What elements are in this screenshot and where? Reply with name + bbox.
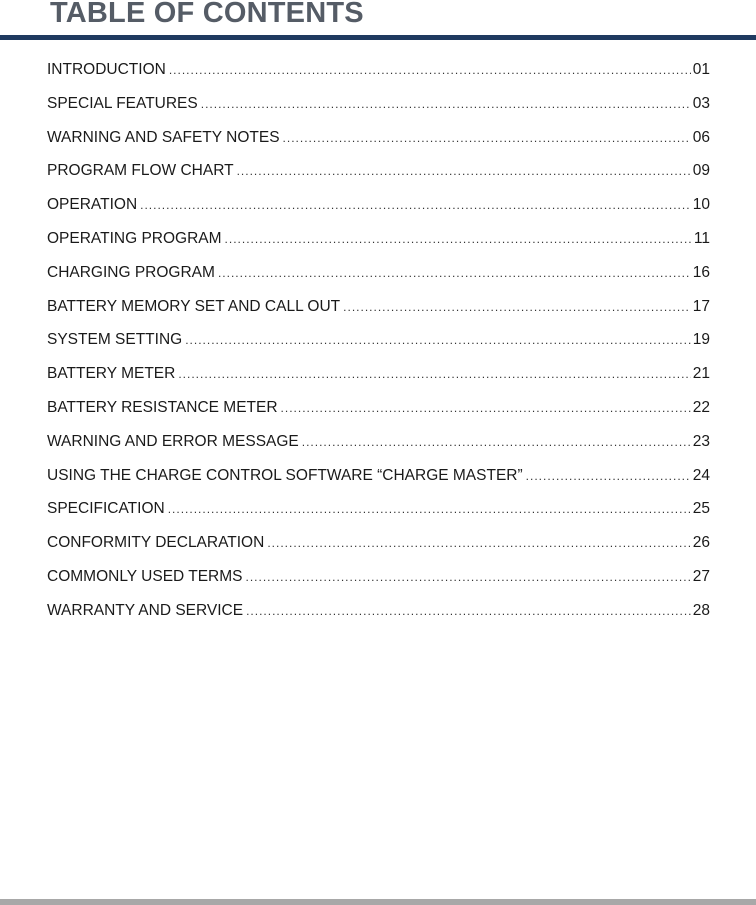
toc-entry-page: 09 [692, 162, 710, 180]
toc-entry-title: WARNING AND ERROR MESSAGE [47, 432, 299, 450]
dot-leader [302, 430, 691, 454]
toc-entry-commonly-used-terms[interactable] [47, 565, 710, 599]
toc-entry-warning-and-error-message[interactable] [47, 430, 710, 464]
toc-entry-title: INTRODUCTION [47, 61, 166, 78]
toc-entry-page: 03 [692, 94, 710, 112]
dot-leader [201, 92, 691, 116]
toc-entry-title: OPERATION [47, 196, 138, 214]
toc-entry-title: SPECIFICATION [47, 500, 165, 518]
toc-entry-program-flow-chart[interactable] [47, 159, 710, 193]
toc-entry-title: CHARGING PROGRAM [47, 263, 215, 281]
toc-entry-specification[interactable] [47, 497, 710, 531]
toc-entry-page: 11 [693, 229, 710, 247]
toc-entry-title: SYSTEM SETTING [47, 331, 183, 349]
toc-entry-page: 01 [692, 61, 710, 78]
dot-leader [218, 261, 691, 285]
dot-leader [169, 58, 691, 82]
dot-leader [178, 362, 690, 386]
dot-leader [225, 227, 692, 251]
toc-entry-title: WARNING AND SAFETY NOTES [47, 128, 280, 146]
toc-entry-title: OPERATING PROGRAM [47, 229, 222, 247]
toc-entry-special-features[interactable] [47, 92, 710, 126]
toc-entry-battery-resistance-meter[interactable] [47, 396, 710, 430]
toc-entry-system-setting[interactable] [47, 328, 710, 362]
toc-entry-title: SPECIAL FEATURES [47, 94, 198, 112]
toc-entry-charging-program[interactable] [47, 261, 710, 295]
footer-divider [0, 899, 756, 905]
toc-entry-page: 17 [692, 297, 710, 315]
dot-leader [140, 193, 691, 217]
toc-entry-battery-meter[interactable] [47, 362, 710, 396]
toc-entry-warning-and-safety-notes[interactable] [47, 126, 710, 160]
toc-entry-title: BATTERY MEMORY SET AND CALL OUT [47, 297, 341, 315]
toc-entry-charge-master-software[interactable] [47, 464, 710, 498]
dot-leader [281, 396, 691, 420]
toc-entry-page: 27 [692, 567, 710, 585]
toc-entry-title: BATTERY METER [47, 365, 176, 383]
toc-entry-title: COMMONLY USED TERMS [47, 567, 243, 585]
toc-entry-battery-memory-set-and-call-out[interactable] [47, 295, 710, 329]
toc-entry-page: 22 [692, 398, 710, 416]
dot-leader [168, 497, 691, 521]
toc-entry-title: BATTERY RESISTANCE METER [47, 398, 278, 416]
dot-leader [343, 295, 691, 319]
toc-entry-title: PROGRAM FLOW CHART [47, 162, 234, 180]
title-divider [0, 35, 756, 40]
dot-leader [237, 159, 691, 183]
toc-entry-title: USING THE CHARGE CONTROL SOFTWARE “CHARGE MASTER” [47, 466, 523, 484]
toc-entry-conformity-declaration[interactable] [47, 531, 710, 565]
toc-entry-page: 28 [692, 601, 710, 619]
toc-entry-warranty-and-service[interactable] [47, 599, 710, 633]
toc-entry-page: 25 [692, 500, 710, 518]
toc-entry-introduction[interactable] [47, 58, 710, 92]
dot-leader [185, 328, 691, 352]
toc-entry-page: 21 [692, 365, 710, 383]
toc-entry-page: 19 [692, 331, 710, 349]
toc-entry-page: 16 [692, 263, 710, 281]
toc-entry-operation[interactable] [47, 193, 710, 227]
dot-leader [246, 565, 691, 589]
toc-entry-operating-program[interactable] [47, 227, 710, 261]
toc-entry-page: 24 [692, 466, 710, 484]
dot-leader [267, 531, 690, 555]
dot-leader [283, 126, 691, 150]
toc-entry-page: 23 [692, 432, 710, 450]
table-of-contents [47, 58, 710, 633]
page-title: TABLE OF CONTENTS [50, 0, 364, 29]
toc-entry-page: 10 [692, 196, 710, 214]
dot-leader [526, 464, 691, 488]
toc-entry-title: CONFORMITY DECLARATION [47, 534, 265, 552]
dot-leader [246, 599, 691, 623]
toc-entry-page: 26 [692, 534, 710, 552]
toc-entry-page: 06 [692, 128, 710, 146]
toc-entry-title: WARRANTY AND SERVICE [47, 601, 244, 619]
